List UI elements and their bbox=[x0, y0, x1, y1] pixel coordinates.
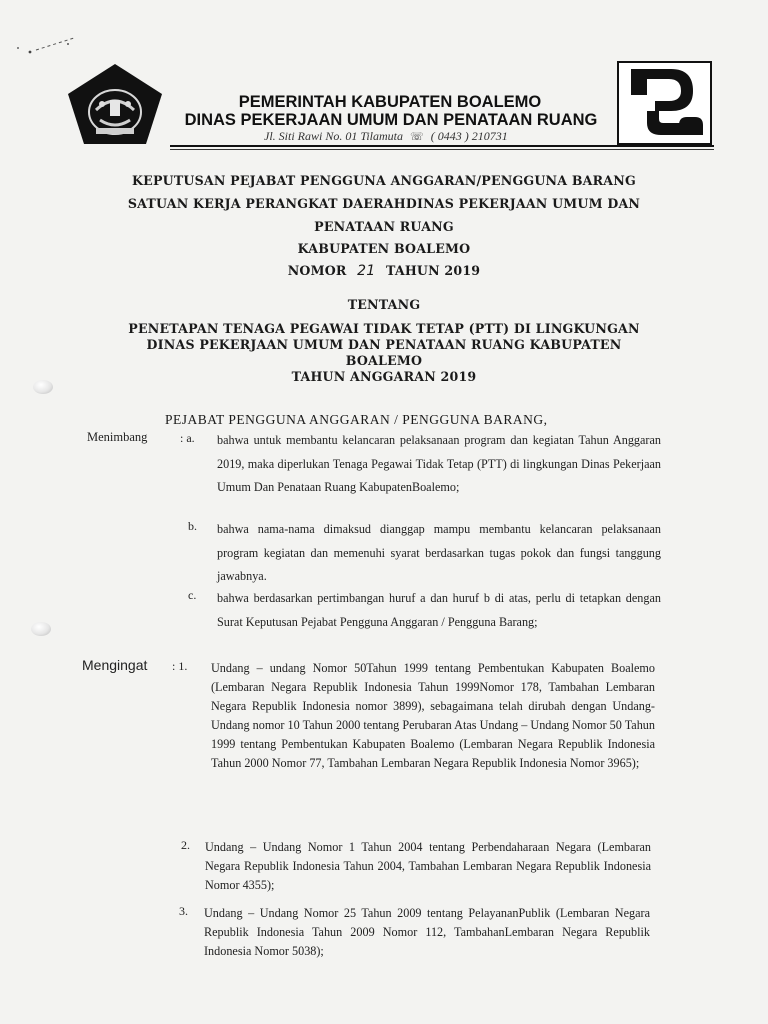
scan-marks bbox=[14, 30, 84, 60]
letterhead-divider bbox=[170, 145, 714, 147]
mengingat-item-2: Undang – Undang Nomor 1 Tahun 2004 tentang Perbendaharaan Negara (Lembaran Negara Republik Indonesia Tahun 2004, Tambahan Lembaran Negara Republik Indonesia Nomor 4355); bbox=[205, 840, 651, 892]
tentang-line3: BOALEMO bbox=[345, 353, 423, 368]
punch-hole bbox=[31, 622, 51, 636]
tentang-heading: TENTANG bbox=[347, 297, 421, 312]
letterhead-phone: ( 0443 ) 210731 bbox=[430, 129, 508, 143]
mengingat-item-1: Undang – undang Nomor 50Tahun 1999 tentang Pembentukan Kabupaten Boalemo (Lembaran Negara Republik Indonesia Tahun 1999Nomor 178, Tambahan Lembaran Negara Republik Indonesia nomor 3899), sebagaimana telah dirubah dengan Undang-Undang nomor 10 Tahun 2000 tentang Perubaran Atas Undang – Undang Nomor 50 Tahun 1999 tentang Pembentukan Kabupaten Boalemo (Lembaran Negara Republik Indonesia Tahun 2000 Nomor 77, Tambahan Lembaran Negara Republik Indonesia Nomor 3965); bbox=[211, 661, 655, 770]
mengingat-number-3: 3. bbox=[179, 904, 188, 918]
letterhead-government-name: PEMERINTAH KABUPATEN BOALEMO bbox=[238, 93, 542, 111]
menimbang-label: Menimbang bbox=[87, 430, 148, 444]
decision-number bbox=[0, 263, 768, 279]
tentang-line1: PENETAPAN TENAGA PEGAWAI TIDAK TETAP (PTT) DI LINGKUNGAN bbox=[128, 321, 640, 336]
nomor-value: 21 bbox=[357, 263, 376, 279]
tentang-line4: TAHUN ANGGARAN 2019 bbox=[291, 369, 477, 384]
mengingat-label: Mengingat bbox=[82, 657, 148, 673]
nomor-prefix: NOMOR bbox=[287, 263, 347, 278]
tentang-line2: DINAS PEKERJAAN UMUM DAN PENATAAN RUANG KABUPATEN bbox=[146, 337, 622, 352]
letterhead-divider-thin bbox=[170, 149, 714, 150]
menimbang-item-a: bahwa untuk membantu kelancaran pelaksanaan program dan kegiatan Tahun Anggaran 2019, maka diperlukan Tenaga Pegawai Tidak Tetap (PTT) di lingkungan Dinas Pekerjaan Umum Dan Penataan Ruang KabupatenBoalemo; bbox=[217, 433, 661, 494]
menimbang-letter-a: : a. bbox=[180, 431, 195, 445]
letterhead-agency-name: DINAS PEKERJAAN UMUM DAN PENATAAN RUANG bbox=[184, 111, 598, 129]
menimbang-letter-b: b. bbox=[188, 519, 197, 533]
decision-title-line4: KABUPATEN BOALEMO bbox=[297, 241, 471, 256]
pejabat-heading: PEJABAT PENGGUNA ANGGARAN / PENGGUNA BARANG, bbox=[165, 412, 548, 427]
pu-ministry-logo bbox=[617, 61, 712, 145]
letterhead-address: Jl. Siti Rawi No. 01 Tilamuta bbox=[264, 129, 404, 143]
decision-title-line2: SATUAN KERJA PERANGKAT DAERAHDINAS PEKERJAAN UMUM DAN bbox=[127, 196, 641, 211]
mengingat-item-3: Undang – Undang Nomor 25 Tahun 2009 tentang PelayananPublik (Lembaran Negara Republik Indonesia Tahun 2009 Nomor 112, TambahanLembaran Negara Republik Indonesia Nomor 5038); bbox=[204, 906, 650, 958]
nomor-suffix: TAHUN 2019 bbox=[385, 263, 481, 278]
decision-title-line3: PENATAAN RUANG bbox=[314, 219, 454, 234]
menimbang-letter-c: c. bbox=[188, 588, 197, 602]
phone-icon: ☏ bbox=[410, 131, 424, 143]
mengingat-number-1: : 1. bbox=[172, 659, 188, 673]
menimbang-item-b: bahwa nama-nama dimaksud dianggap mampu membantu kelancaran pelaksanaan program kegiatan dan memenuhi syarat berdasarkan tugas pokok dan fungsi tanggung jawabnya. bbox=[217, 522, 661, 583]
regency-emblem-logo bbox=[66, 62, 164, 146]
decision-title-line1: KEPUTUSAN PEJABAT PENGGUNA ANGGARAN/PENGGUNA BARANG bbox=[132, 173, 636, 188]
mengingat-number-2: 2. bbox=[181, 838, 190, 852]
letterhead-address-line bbox=[264, 129, 508, 144]
menimbang-item-c: bahwa berdasarkan pertimbangan huruf a dan huruf b di atas, perlu di tetapkan dengan Surat Keputusan Pejabat Pengguna Anggaran / Pengguna Barang; bbox=[217, 591, 661, 629]
